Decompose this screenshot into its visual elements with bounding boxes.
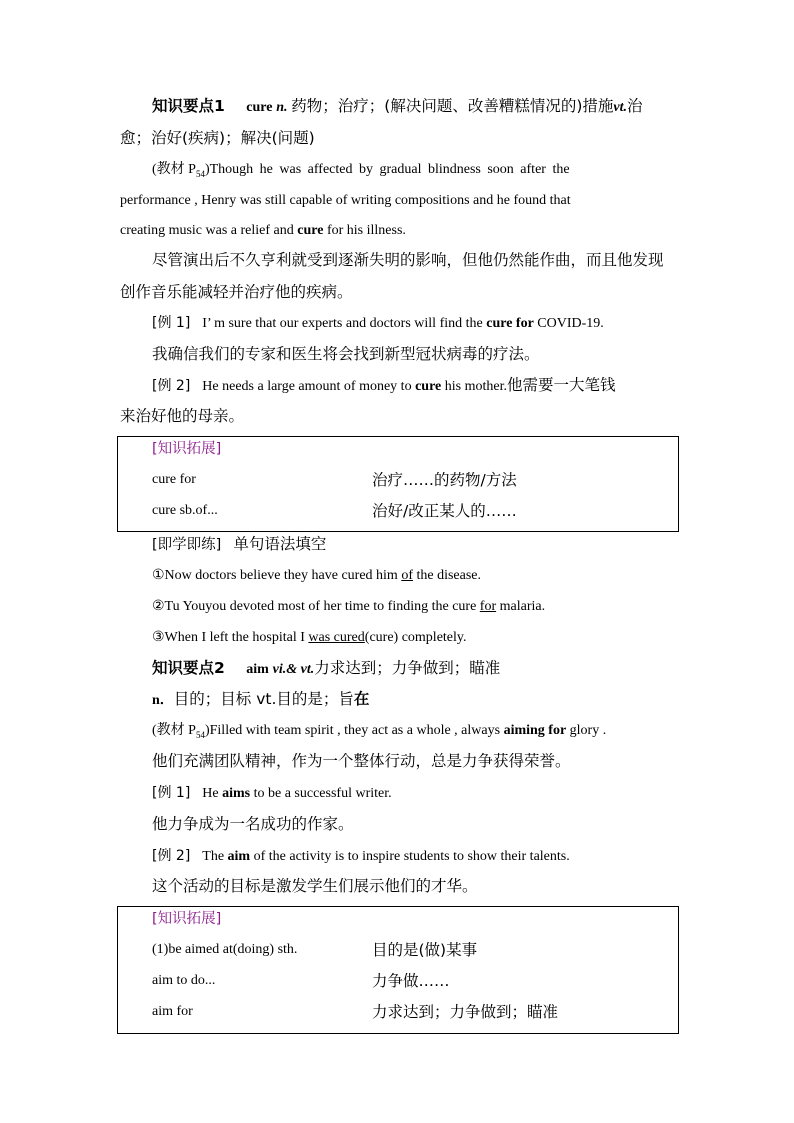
section2-example2-keyword: aim [227, 849, 251, 864]
section2-source-sub: 54 [195, 729, 205, 740]
section1-expand-row2-en: cure sb.of... [152, 503, 218, 518]
practice-item-2-post: malaria. [496, 599, 546, 614]
section2-example1-cn: 他力争成为一名成功的作家。 [152, 815, 354, 833]
section1-example1-cn: 我确信我们的专家和医生将会找到新型冠状病毒的疗法。 [152, 345, 540, 363]
section1-source-line3 [120, 221, 406, 241]
section1-example1 [152, 313, 604, 334]
section2-heading [152, 658, 500, 680]
example2-text-a: He needs a large amount of money to [202, 379, 416, 394]
section2-example1-a: He [202, 786, 223, 801]
section2-text-c: glory . [566, 723, 607, 738]
section1-label: 知识要点1 [152, 97, 225, 115]
source-suffix: ) [204, 162, 210, 177]
section2-source-prefix: (教材 P [152, 723, 196, 738]
practice-item-3-pre: ③When I left the hospital I [152, 630, 309, 645]
section2-example2-label: [例 2] [152, 848, 191, 864]
source-line3-keyword: cure [297, 223, 324, 238]
section2-example1-keyword: aims [222, 786, 251, 801]
section1-source-line2: performance , Henry was still capable of writing compositions and he found that [120, 193, 571, 208]
section2-text-a: Filled with team spirit , they act as a whole , always [209, 723, 504, 738]
section2-pos-n: n． [152, 693, 174, 708]
section1-example2-cn-b: 来治好他的母亲。 [120, 407, 245, 425]
example1-text-a: I’ m sure that our experts and doctors will find the [202, 316, 487, 331]
section2-expand-row1-cn: 目的是(做)某事 [372, 941, 478, 959]
source-prefix: (教材 P [152, 162, 196, 177]
section2-expand-row2-cn: 力争做…… [372, 972, 450, 990]
section1-word: cure [246, 100, 273, 115]
section2-example2-cn: 这个活动的目标是激发学生们展示他们的才华。 [152, 877, 478, 895]
practice-item-2-pre: ②Tu Youyou devoted most of her time to finding the cure [152, 599, 480, 614]
section2-expand-row1-en: (1)be aimed at(doing) sth. [152, 942, 298, 957]
example1-keyword: cure for [486, 316, 534, 331]
section1-translation-line1: 尽管演出后不久亨利就受到逐渐失明的影响，但他仍然能作曲，而且他发现 [152, 251, 664, 269]
source-line3-c: for his illness. [323, 223, 406, 238]
practice-item-2-answer: for [479, 599, 497, 614]
section1-expand-row1-cn: 治疗……的药物/方法 [372, 471, 517, 489]
section2-expand-row3-cn: 力求达到；力争做到；瞄准 [372, 1003, 559, 1021]
section1-expand-row1-en: cure for [152, 472, 196, 487]
section1-pos-n: n. [276, 100, 288, 115]
section2-translation: 他们充满团队精神，作为一个整体行动，总是力争获得荣誉。 [152, 752, 571, 770]
section2-example2-a: The [202, 849, 228, 864]
practice-item-3-answer: was cured [308, 630, 365, 645]
section2-meaning-n-b: 在 [353, 690, 370, 708]
source-text-line1: Though he was affected by gradual blindness soon after the [209, 162, 570, 177]
section2-noun-line [152, 689, 369, 711]
section1-translation-line2: 创作音乐能减轻并治疗他的疾病。 [120, 283, 353, 301]
practice-item-1 [152, 566, 481, 586]
example1-text-c: COVID-19. [533, 316, 604, 331]
practice-title: 单句语法填空 [233, 535, 327, 553]
section2-source [152, 721, 606, 745]
section2-example2-c: of the activity is to inspire students to show their talents. [250, 849, 570, 864]
section2-pos: vi.& vt. [272, 662, 315, 677]
source-page-sub: 54 [195, 168, 205, 179]
section2-word: aim [246, 662, 269, 677]
practice-item-2 [152, 597, 545, 617]
section2-meaning-n-a: 目的；目标 vt.目的是；旨 [173, 690, 354, 708]
section2-expand-row3-en: aim for [152, 1004, 193, 1019]
section1-meaning-n: 药物；治疗；(解决问题、改善糟糕情况的)措施 [291, 97, 614, 115]
section2-text-keyword: aiming for [503, 723, 567, 738]
section2-example1-label: [例 1] [152, 785, 191, 801]
section1-expand-row2-cn: 治好/改正某人的…… [372, 502, 517, 520]
section1-pos-vt: vt. [613, 100, 627, 115]
example2-label: [例 2] [152, 378, 191, 394]
source-line3-a: creating music was a relief and [120, 223, 298, 238]
section1-meaning-vt-2: 愈；治好(疾病)；解决(问题) [120, 129, 315, 147]
section1-meaning-vt-1: 治 [627, 97, 643, 115]
section2-expand-title: [知识拓展] [152, 911, 222, 927]
section1-heading [152, 96, 643, 118]
example2-text-c: his mother. [441, 379, 507, 394]
practice-label: [即学即练] [152, 537, 222, 553]
practice-item-1-pre: ①Now doctors believe they have cured him [152, 568, 402, 583]
section1-expand-title: [知识拓展] [152, 441, 222, 457]
practice-item-1-answer: of [401, 568, 413, 583]
section2-source-suffix: ) [204, 723, 210, 738]
section2-meaning-v: 力求达到；力争做到；瞄准 [314, 659, 501, 677]
section1-source-line1 [152, 160, 570, 184]
section1-example2 [152, 375, 616, 397]
section2-example1 [152, 783, 392, 804]
example1-label: [例 1] [152, 315, 191, 331]
section2-expand-row2-en: aim to do... [152, 973, 216, 988]
section2-label: 知识要点2 [152, 659, 225, 677]
section2-example1-c: to be a successful writer. [250, 786, 392, 801]
section1-practice-heading [152, 534, 326, 555]
practice-item-3-post: (cure) completely. [364, 630, 467, 645]
example2-keyword: cure [415, 379, 442, 394]
practice-item-1-post: the disease. [412, 568, 482, 583]
practice-item-3 [152, 628, 467, 648]
section2-example2 [152, 846, 570, 867]
example2-cn-a: 他需要一大笔钱 [507, 376, 616, 394]
